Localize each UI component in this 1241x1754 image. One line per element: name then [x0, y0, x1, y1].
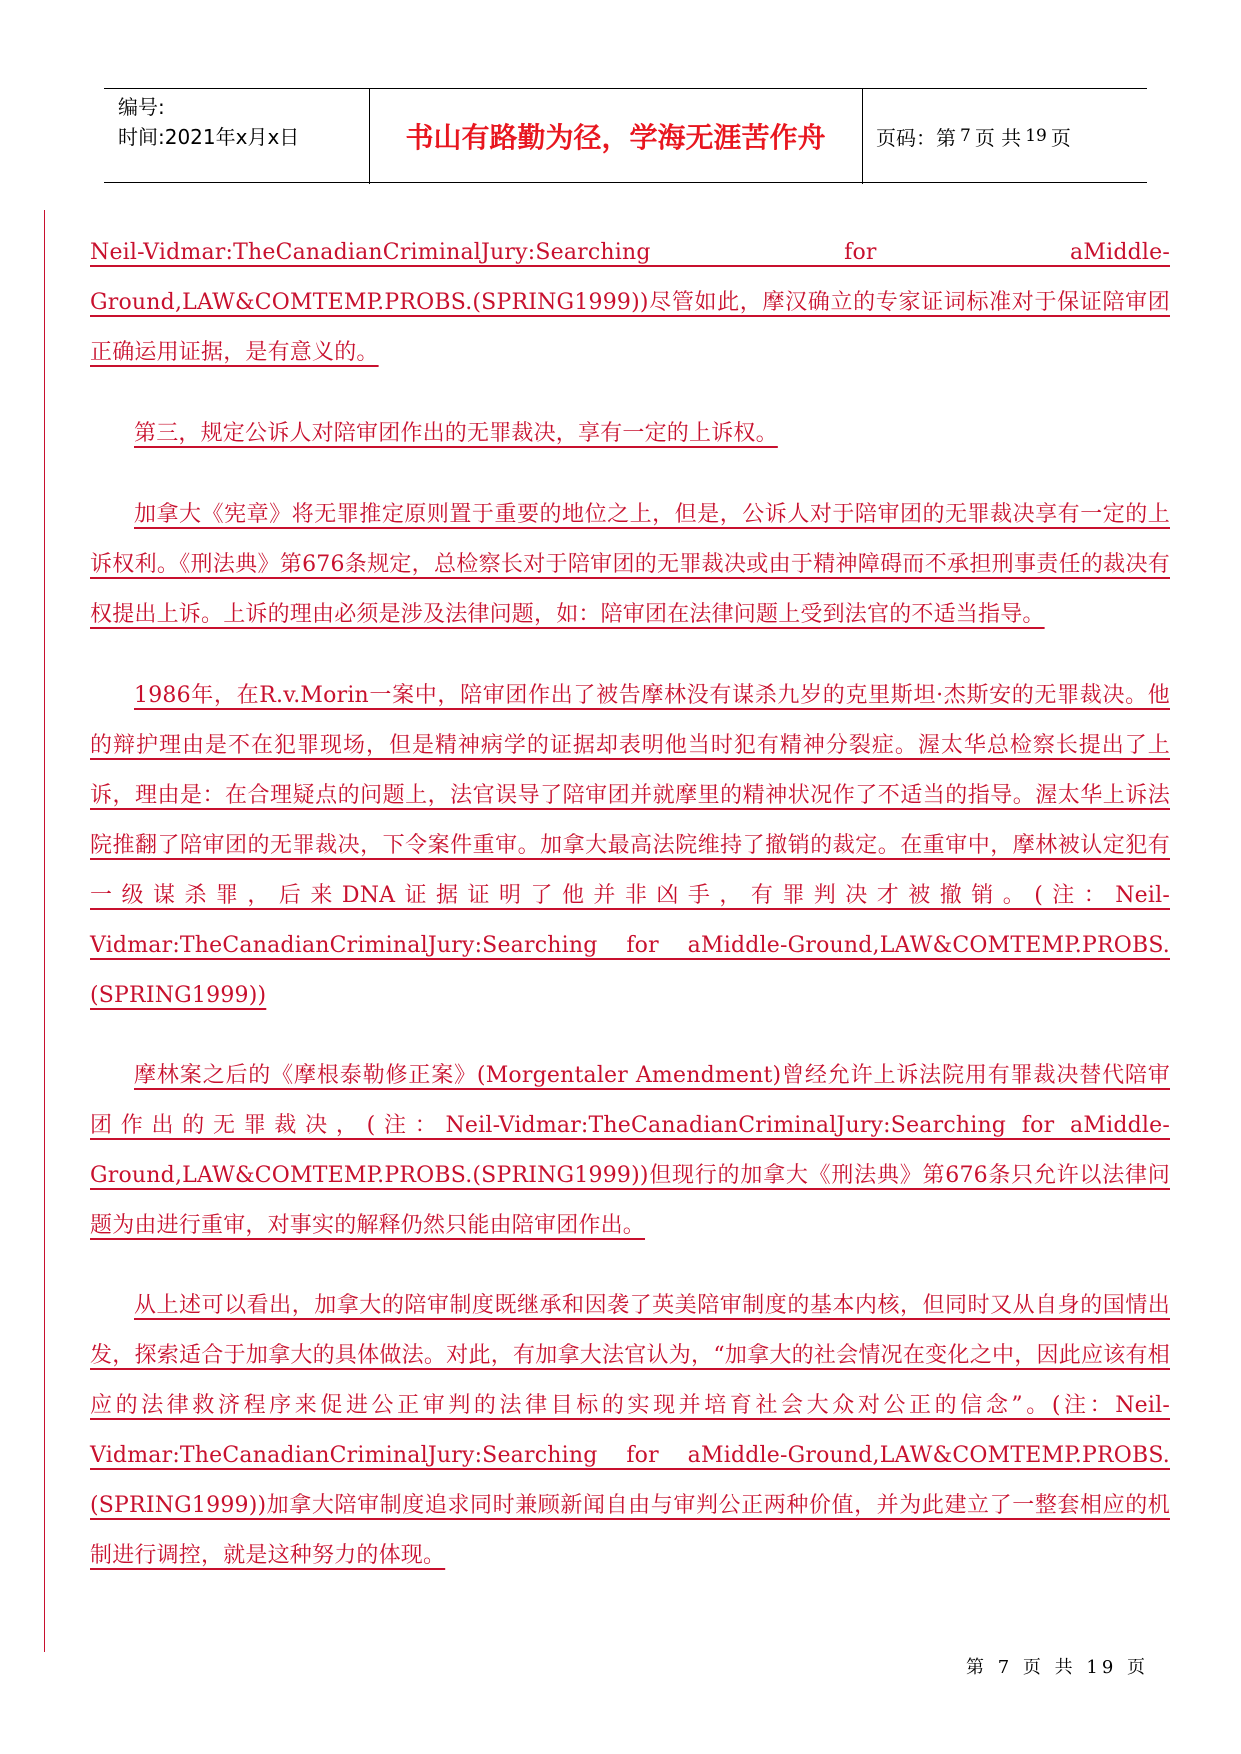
page-prefix: 页码：第 [876, 125, 956, 150]
page-current: 7 [960, 126, 971, 146]
paragraph: 摩林案之后的《摩根泰勒修正案》(Morgentaler Amendment)曾经允许上诉法院用有罪裁决替代陪审团作出的无罪裁决，(注：Neil-Vidmar:TheCanadianCriminalJury:Searching for aMiddle-Ground,LAW&COMTEMP.PROBS.(SPRING1999))但现行的加拿大《刑法典》第676条只允许以法律问题为由进行重审，对事实的解释仍然只能由陪审团作出。 [90, 1063, 1170, 1238]
paragraph: 加拿大《宪章》将无罪推定原则置于重要的地位之上，但是，公诉人对于陪审团的无罪裁决享有一定的上诉权利。《刑法典》第676条规定，总检察长对于陪审团的无罪裁决或由于精神障碍而不承担刑事责任的裁决有权提出上诉。上诉的理由必须是涉及法律问题，如：陪审团在法律问题上受到法官的不适当指导。 [90, 502, 1170, 627]
header-meta [118, 92, 299, 152]
header-motto: 书山有路勤为径，学海无涯苦作舟 [405, 121, 826, 154]
page-total: 19 [1025, 126, 1047, 146]
page-footer: 第 7 页 共 19 页 [966, 1657, 1149, 1678]
paragraph: 第三，规定公诉人对陪审团作出的无罪裁决，享有一定的上诉权。 [134, 421, 778, 446]
revision-bar [44, 210, 45, 1652]
page-suffix: 页 [1050, 125, 1071, 150]
document-number-label: 编号: [118, 95, 165, 119]
paragraph: 1986年，在R.v.Morin一案中，陪审团作出了被告摩林没有谋杀九岁的克里斯坦·杰斯安的无罪裁决。他的辩护理由是不在犯罪现场，但是精神病学的证据却表明他当时犯有精神分裂症。渥太华总检察长提出了上诉，理由是：在合理疑点的问题上，法官误导了陪审团并就摩里的精神状况作了不适当的指导。渥太华上诉法院推翻了陪审团的无罪裁决，下令案件重审。加拿大最高法院维持了撤销的裁定。在重审中，摩林被认定犯有一级谋杀罪，后来DNA证据证明了他并非凶手，有罪判决才被撤销。(注：Neil-Vidmar:TheCanadianCriminalJury:Searching for aMiddle-Ground,LAW&COMTEMP.PROBS.(SPRING1999)) [90, 683, 1170, 1008]
paragraph: Neil-Vidmar:TheCanadianCriminalJury:Searching for aMiddle-Ground,LAW&COMTEMP.PROBS.(SPRING1999))尽管如此，摩汉确立的专家证词标准对于保证陪审团正确运用证据，是有意义的。 [90, 240, 1170, 365]
page-header [104, 88, 1147, 184]
document-body [90, 228, 1170, 1581]
document-time: 时间:2021年x月x日 [118, 125, 300, 149]
header-page-info [862, 88, 1147, 184]
page-mid: 页 共 [974, 125, 1022, 150]
paragraph: 从上述可以看出，加拿大的陪审制度既继承和因袭了英美陪审制度的基本内核，但同时又从自身的国情出发，探索适合于加拿大的具体做法。对此，有加拿大法官认为，“加拿大的社会情况在变化之中，因此应该有相应的法律救济程序来促进公正审判的法律目标的实现并培育社会大众对公正的信念”。(注：Neil-Vidmar:TheCanadianCriminalJury:Searching for aMiddle-Ground,LAW&COMTEMP.PROBS.(SPRING1999))加拿大陪审制度追求同时兼顾新闻自由与审判公正两种价值，并为此建立了一整套相应的机制进行调控，就是这种努力的体现。 [90, 1293, 1170, 1568]
